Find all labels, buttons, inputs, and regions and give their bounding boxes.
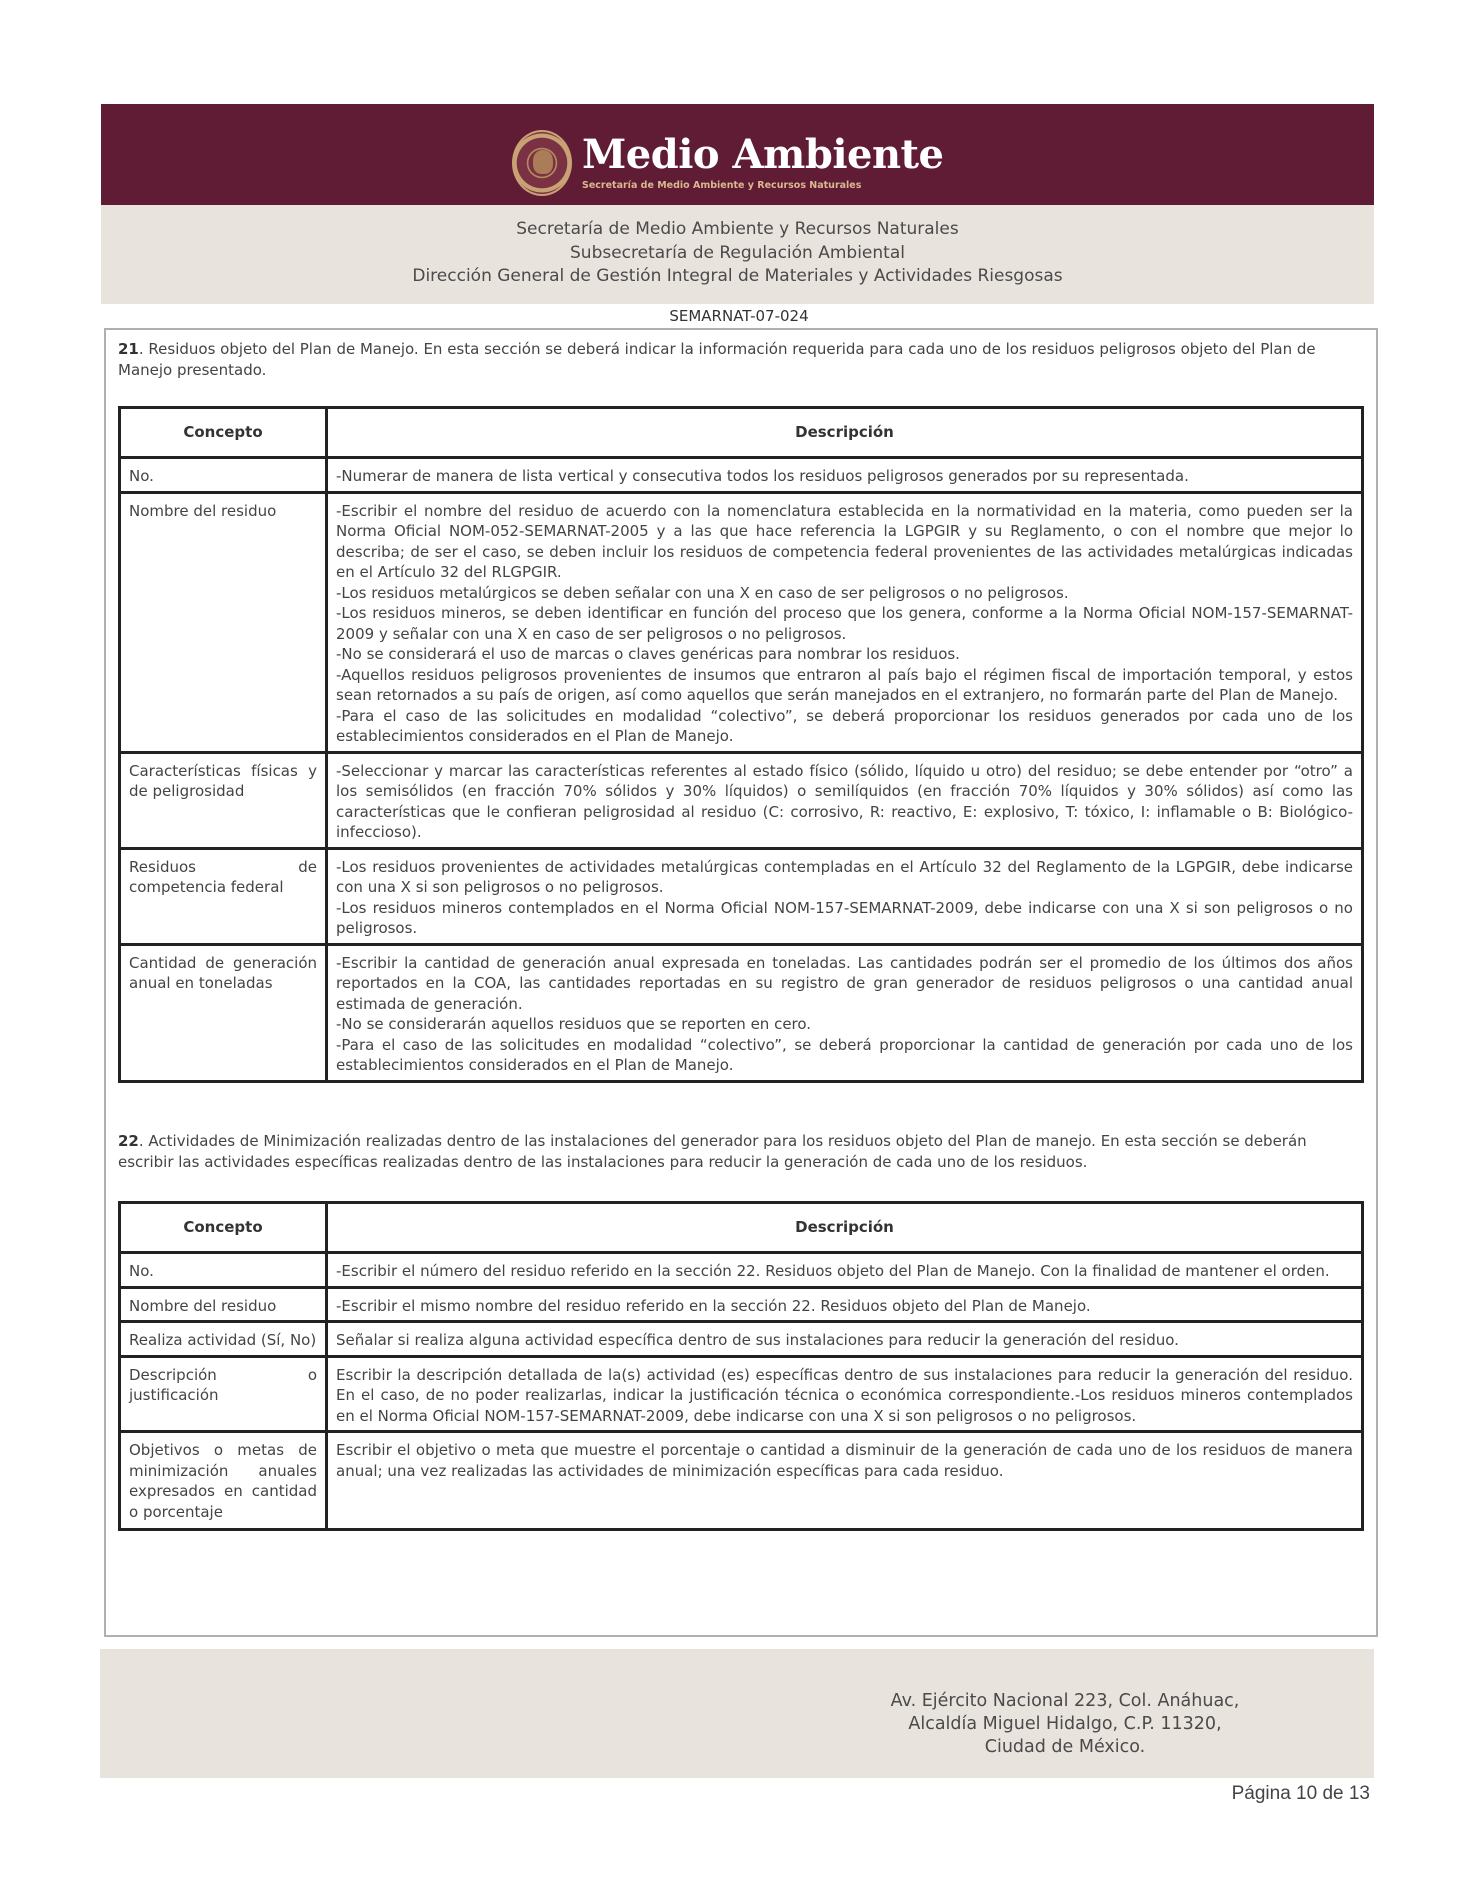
table-row (120, 1253, 1363, 1288)
description-cell: -Los residuos provenientes de actividades metalúrgicas contempladas en el Artículo 32 del Reglamento de la LGPGIR, debe indicarse con una X si son peligrosos o no peligrosos. -Los residuos mineros contemplados en el Norma Oficial NOM-157-SEMARNAT-2009, debe indicarse con una X si son peligrosos o no peligrosos. (327, 848, 1363, 944)
header-agency-block (101, 205, 1374, 304)
section-text: . Residuos objeto del Plan de Manejo. En esta sección se deberá indicar la información requerida para cada uno de los residuos peligrosos objeto del Plan de Manejo presentado. (118, 340, 1316, 379)
description-cell: -Numerar de manera de lista vertical y consecutiva todos los residuos peligrosos generados por su representada. (327, 458, 1363, 493)
table-header-row (120, 1203, 1363, 1253)
page-number: Página 10 de 13 (1231, 1783, 1370, 1804)
description-cell: -Escribir el número del residuo referido en la sección 22. Residuos objeto del Plan de Manejo. Con la finalidad de mantener el orden. (327, 1253, 1363, 1288)
residuos-table (118, 406, 1364, 1083)
description-cell: -Escribir el mismo nombre del residuo referido en la sección 22. Residuos objeto del Plan de Manejo. (327, 1287, 1363, 1322)
column-header-concepto: Concepto (120, 1203, 327, 1253)
brand-subtitle: Secretaría de Medio Ambiente y Recursos Naturales (582, 180, 862, 191)
table-row (120, 1356, 1363, 1432)
description-cell: Escribir la descripción detallada de la(s) actividad (es) específicas dentro de sus instalaciones para reducir la generación del residuo. En el caso, de no poder realizarlas, indicar la justificación técnica o económica correspondiente.-Los residuos mineros contemplados en el Norma Oficial NOM-157-SEMARNAT-2009, debe indicarse con una X si son peligrosos o no peligrosos. (327, 1356, 1363, 1432)
description-cell: Escribir el objetivo o meta que muestre el porcentaje o cantidad a disminuir de la generación de cada uno de los residuos de manera anual; una vez realizadas las actividades de minimización específicas para cada residuo. (327, 1432, 1363, 1530)
description-cell: Señalar si realiza alguna actividad específica dentro de sus instalaciones para reducir la generación del residuo. (327, 1322, 1363, 1357)
agency-line: Dirección General de Gestión Integral de Materiales y Actividades Riesgosas (412, 266, 1063, 286)
table-header-row (120, 408, 1363, 458)
section-number: 21 (118, 340, 139, 358)
agency-line: Subsecretaría de Regulación Ambiental (570, 242, 905, 263)
address-line: Ciudad de México. (984, 1737, 1146, 1757)
address-line: Alcaldía Miguel Hidalgo, C.P. 11320, (908, 1714, 1222, 1734)
concept-cell: Nombre del residuo (120, 492, 327, 752)
minimizacion-table (118, 1201, 1364, 1531)
concept-cell: Características físicas y de peligrosidad (120, 752, 327, 848)
description-cell: -Escribir la cantidad de generación anual expresada en toneladas. Las cantidades podrán ser el promedio de los últimos dos años reportados en la COA, las cantidades reportadas en su registro de gran generador de residuos peligrosos o una cantidad anual estimada de generación. -No se considerarán aquellos residuos que se reporten en cero. -Para el caso de las solicitudes en modalidad “colectivo”, se deberá proporcionar la cantidad de generación por cada uno de los establecimientos considerados en el Plan de Manejo. (327, 944, 1363, 1081)
concept-cell: Residuos de competencia federal (120, 848, 327, 944)
table-row (120, 1322, 1363, 1357)
description-cell: -Seleccionar y marcar las características referentes al estado físico (sólido, líquido u otro) del residuo; se debe entender por “otro” a los semisólidos (en fracción 70% sólidos y 30% líquidos) o semilíquidos (en fracción 70% líquidos y 30% sólidos) así como las características que le confieran peligrosidad al residuo (C: corrosivo, R: reactivo, E: explosivo, T: tóxico, I: inflamable o B: Biológico-infeccioso). (327, 752, 1363, 848)
column-header-descripcion: Descripción (327, 1203, 1363, 1253)
table-row (120, 944, 1363, 1081)
column-header-concepto: Concepto (120, 408, 327, 458)
section-22-intro (118, 1131, 1364, 1172)
concept-cell: No. (120, 1253, 327, 1288)
concept-cell: Nombre del residuo (120, 1287, 327, 1322)
brand-title: Medio Ambiente (582, 131, 944, 178)
section-number: 22 (118, 1132, 139, 1150)
national-seal-icon (512, 130, 572, 196)
table-row (120, 458, 1363, 493)
section-text: . Actividades de Minimización realizadas dentro de las instalaciones del generador para los residuos objeto del Plan de manejo. En esta sección se deberán escribir las actividades específicas realizadas dentro de las instalaciones para reducir la generación de cada uno de los residuos. (118, 1132, 1307, 1171)
footer-address (880, 1690, 1250, 1759)
document-code: SEMARNAT-07-024 (669, 307, 809, 325)
concept-cell: Cantidad de generación anual en toneladas (120, 944, 327, 1081)
section-21-intro (118, 339, 1364, 380)
table-row (120, 492, 1363, 752)
concept-cell: Descripción o justificación (120, 1356, 327, 1432)
concept-cell: Realiza actividad (Sí, No) (120, 1322, 327, 1357)
agency-line: Secretaría de Medio Ambiente y Recursos Naturales (516, 219, 959, 239)
concept-cell: No. (120, 458, 327, 493)
description-cell: -Escribir el nombre del residuo de acuerdo con la nomenclatura establecida en la normatividad en la materia, como pueden ser la Norma Oficial NOM-052-SEMARNAT-2005 y a las que hace referencia la LGPGIR y su Reglamento, o con el nombre que mejor lo describa; de ser el caso, se deben incluir los residuos de competencia federal provenientes de las actividades metalúrgicas indicadas en el Artículo 32 del RLGPGIR. -Los residuos metalúrgicos se deben señalar con una X en caso de ser peligrosos o no peligrosos. -Los residuos mineros, se deben identificar en función del proceso que los genera, conforme a la Norma Oficial NOM-157-SEMARNAT-2009 y señalar con una X en caso de ser peligrosos o no peligrosos. -No se considerará el uso de marcas o claves genéricas para nombrar los residuos. -Aquellos residuos peligrosos provenientes de insumos que entraron al país bajo el régimen fiscal de importación temporal, y estos sean retornados a su país de origen, así como aquellos que serán manejados en el extranjero, no formarán parte del Plan de Manejo. -Para el caso de las solicitudes en modalidad “colectivo”, se deberá proporcionar los residuos generados por cada uno de los establecimientos considerados en el Plan de Manejo. (327, 492, 1363, 752)
table-row (120, 848, 1363, 944)
table-row (120, 1432, 1363, 1530)
address-line: Av. Ejército Nacional 223, Col. Anáhuac, (890, 1691, 1240, 1711)
table-row (120, 1287, 1363, 1322)
table-row (120, 752, 1363, 848)
concept-cell: Objetivos o metas de minimización anuales expresados en cantidad o porcentaje (120, 1432, 327, 1530)
brand-logo (512, 128, 943, 198)
column-header-descripcion: Descripción (327, 408, 1363, 458)
